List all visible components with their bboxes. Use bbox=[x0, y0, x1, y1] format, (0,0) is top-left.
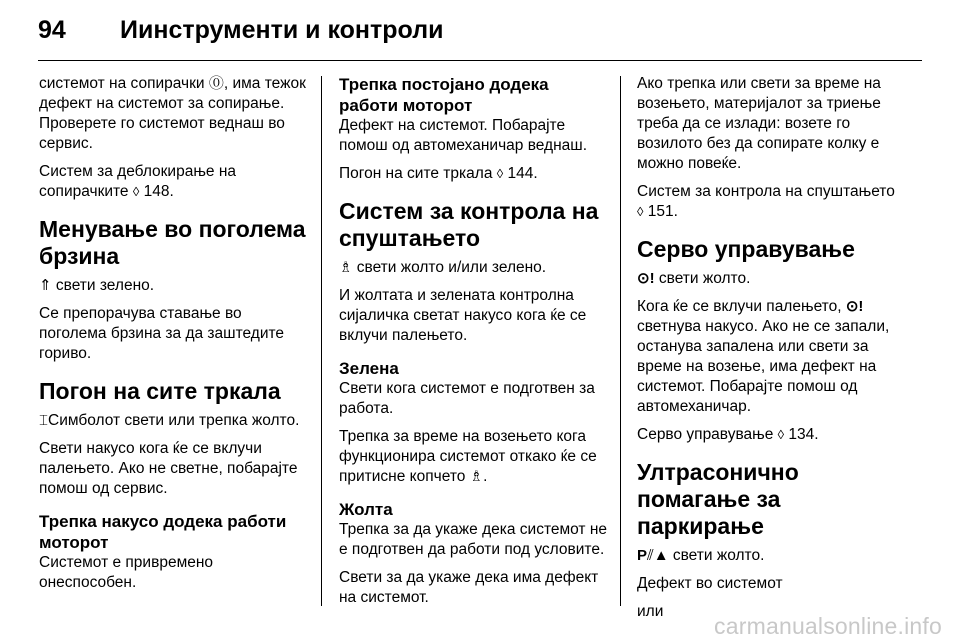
page-reference-icon: ◊ bbox=[777, 427, 785, 442]
header-rule bbox=[38, 60, 922, 61]
paragraph: И жолтата и зелената контролна сијаличка светат накусо кога ќе се вклучи палењето. bbox=[339, 287, 587, 344]
subheading-yellow: Жолта bbox=[339, 500, 393, 519]
paragraph: ⌶Симболот свети или трепка жолто. bbox=[39, 412, 300, 429]
page-header bbox=[38, 10, 922, 50]
watermark: carmanualsonline.info bbox=[714, 613, 942, 639]
paragraph: Трепка за време на возењето кога функционира системот откако ќе се притисне копчето ♗. bbox=[339, 428, 597, 485]
paragraph: Дефект во системот bbox=[637, 575, 783, 592]
paragraph: Свети за да укаже дека има дефект на системот. bbox=[339, 569, 599, 606]
column-3 bbox=[637, 74, 905, 630]
all-wheel-drive-icon: ⌶ bbox=[39, 412, 49, 429]
section-heading-awd: Погон на сите тркала bbox=[39, 378, 281, 404]
subheading-green: Зелена bbox=[339, 359, 399, 378]
column-2 bbox=[339, 74, 607, 616]
subheading-blink-operation: Трепка накусо додека работи моторот bbox=[39, 512, 287, 552]
page-number: 94 bbox=[38, 16, 66, 44]
section-heading-descent-control: Систем за контрола на спуштањето bbox=[339, 198, 599, 251]
paragraph: Серво управување ◊ 134. bbox=[637, 426, 819, 443]
page-title: Иинструменти и контроли bbox=[120, 16, 444, 44]
section-heading-power-steering: Серво управување bbox=[637, 236, 855, 262]
paragraph: Системот е привремено онеспособен. bbox=[39, 554, 214, 591]
paragraph: Дефект на системот. Побарајте помош од автомеханичар веднаш. bbox=[339, 117, 587, 154]
page-reference-icon: ◊ bbox=[496, 166, 504, 181]
paragraph: Ако трепка или свети за време на возењето, материјалот за триење треба да се излади: возете го возилото без да сопирате колку е можно повеќе. bbox=[637, 75, 881, 172]
paragraph: Свети накусо кога ќе се вклучи палењето. Ако не светне, побарајте помош од сервис. bbox=[39, 440, 298, 497]
paragraph: или bbox=[637, 603, 664, 620]
brake-system-icon: ⓪ bbox=[208, 75, 224, 92]
upshift-arrow-icon: ⇑ bbox=[39, 277, 52, 294]
paragraph: Се препорачува ставање во поголема брзина за да заштедите гориво. bbox=[39, 305, 285, 362]
parking-assist-icon: P⫽▲ bbox=[637, 547, 669, 564]
hill-descent-icon: ♗ bbox=[339, 259, 353, 276]
section-heading-upshift: Менување во поголема брзина bbox=[39, 216, 306, 269]
page-reference-icon: ◊ bbox=[637, 204, 644, 219]
paragraph: P⫽▲ свети жолто. bbox=[637, 547, 765, 564]
column-1 bbox=[39, 74, 307, 601]
column-divider bbox=[321, 76, 322, 606]
power-steering-icon: ⊙! bbox=[637, 270, 655, 287]
column-divider bbox=[620, 76, 621, 606]
page-reference-icon: ◊ bbox=[132, 184, 140, 199]
hill-descent-icon: ♗ bbox=[469, 468, 484, 485]
paragraph: Кога ќе се вклучи палењето, ⊙! светнува накусо. Ако не се запали, останува запалена или свети за време на возење, има дефект на системот. Побарајте помош од автомеханичар. bbox=[637, 298, 890, 415]
paragraph: Систем за деблокирање на сопирачките ◊ 148. bbox=[39, 163, 237, 200]
power-steering-icon: ⊙! bbox=[845, 298, 864, 315]
paragraph: Погон на сите тркала ◊ 144. bbox=[339, 165, 538, 182]
paragraph: Трепка за да укаже дека системот не е подготвен да работи под условите. bbox=[339, 521, 608, 558]
section-heading-parking-assist: Ултрасонично помагање за паркирање bbox=[637, 459, 799, 539]
paragraph: ⇑ свети зелено. bbox=[39, 277, 155, 294]
paragraph: системот на сопирачки ⓪, има тежок дефект на системот за сопирање. Проверете го системот веднаш во сервис. bbox=[39, 75, 306, 152]
paragraph: Систем за контрола на спуштањето ◊ 151. bbox=[637, 183, 895, 220]
paragraph: ⊙! свети жолто. bbox=[637, 270, 751, 287]
paragraph: Свети кога системот е подготвен за работа. bbox=[339, 380, 595, 417]
subheading-blink-constant: Трепка постојано додека работи моторот bbox=[339, 75, 549, 115]
paragraph: ♗ свети жолто и/или зелено. bbox=[339, 259, 547, 276]
